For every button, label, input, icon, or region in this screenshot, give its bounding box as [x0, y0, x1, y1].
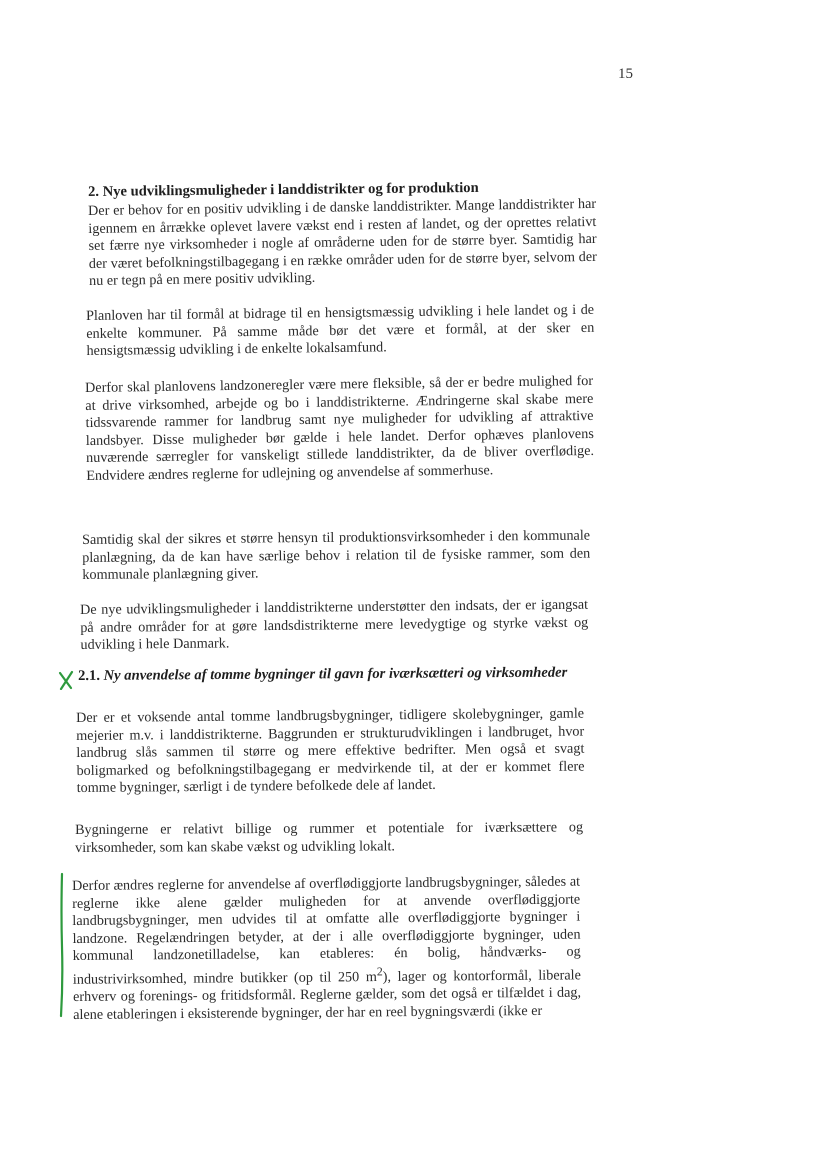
- paragraph: Derfor skal planlovens landzoneregler være mere fleksible, så der er bedre mulighed for at drive virksomhed, arbejde og bo i landdistrikterne. Ændringerne skal skabe mere tidssvarende rammer for landbrug samt nye muligheder for udvikling af attraktive landsbyer. Disse muligheder bør gælde i hele landet. Derfor ophæves planlovens nuværende særregler for vanskeligt stillede landdistrikter, da de bliver overflødige. Endvidere ændres reglerne for udlejning og anvendelse af sommerhuse.: [85, 372, 595, 484]
- check-x-mark-icon: [58, 670, 74, 690]
- paragraph: Bygningerne er relativt billige og rummer et potentiale for iværksættere og virksomheder, som kan skabe vækst og udvikling lokalt.: [75, 819, 584, 856]
- subsection-heading: [78, 664, 590, 685]
- paragraph: Samtidig skal der sikres et større hensyn til produktionsvirksomheder i den kommunale planlægning, da de kan have særlige behov i relation til de fysiske rammer, som den kommunale planlægning giver.: [82, 527, 591, 584]
- subsection-title: Ny anvendelse af tomme bygninger til gavn for iværksætteri og virksomheder: [103, 664, 568, 684]
- paragraph: De nye udviklingsmuligheder i landdistrikterne understøtter den indsats, der er igangsat på andre områder for at gøre landsdistrikterne mere levedygtige og styrke vækst og udvikling i hele Danmark.: [80, 596, 589, 654]
- superscript: 2: [376, 964, 383, 979]
- section-heading: 2. Nye udviklingsmuligheder i landdistrikter og for produktion: [88, 179, 479, 200]
- paragraph: Der er behov for en positiv udvikling i de danske landdistrikter. Mange landdistrikter har igennem en årrække oplevet lavere vækst end i resten af landet, og der oprettes relativt set færre nye virksomheder i nogle af områderne uden for de større byer. Samtidig har der været befolkningstilbagegang i en række områder uden for de større byer, selvom der nu er tegn på en mere positiv udvikling.: [88, 195, 597, 290]
- paragraph: Planloven har til formål at bidrage til en hensigtsmæssig udvikling i hele landet og i de enkelte kommuner. På samme måde bør det være et formål, at der sker en hensigtsmæssig udvikling i de enkelte lokalsamfund.: [86, 301, 595, 360]
- paragraph: Der er et voksende antal tomme landbrugsbygninger, tidligere skolebygninger, gamle mejerier m.v. i landdistrikterne. Baggrunden er strukturudviklingen i landbruget, hvor landbrug slås sammen til større og mere effektive bedrifter. Men også et svagt boligmarked og befolkningstilbagegang er medvirkende til, at der er kommet flere tomme bygninger, særligt i de tyndere befolkede dele af landet.: [76, 705, 585, 797]
- margin-bar-mark: [58, 872, 66, 1018]
- paragraph-text-end: ), lager og kontorformål, liberale erhverv og forenings- og fritidsformål. Reglerne gælder, som det også er tilfældet i dag, alene etableringen i eksisterende bygninger, der har en reel bygningsværdi (ikke er: [72, 967, 582, 1023]
- paragraph: [72, 874, 581, 1025]
- page-number: 15: [618, 66, 633, 82]
- subsection-number: 2.1.: [78, 667, 101, 684]
- paragraph-text-start: Derfor ændres reglerne for anvendelse af overflødiggjorte landbrugsbygninger, således at reglerne ikke alene gælder muligheden for at anvende overflødiggjorte landbrugsbygninger, men udvides til at omfatte alle overflødiggjorte bygninger i landzone. Regelændringen betyder, at der i alle overflødiggjorte bygninger, uden kommunal landzonetilladelse, kan etableres: én bolig, håndværks- og industrivirksomhed, mindre butikker (op til 250 m: [72, 873, 581, 988]
